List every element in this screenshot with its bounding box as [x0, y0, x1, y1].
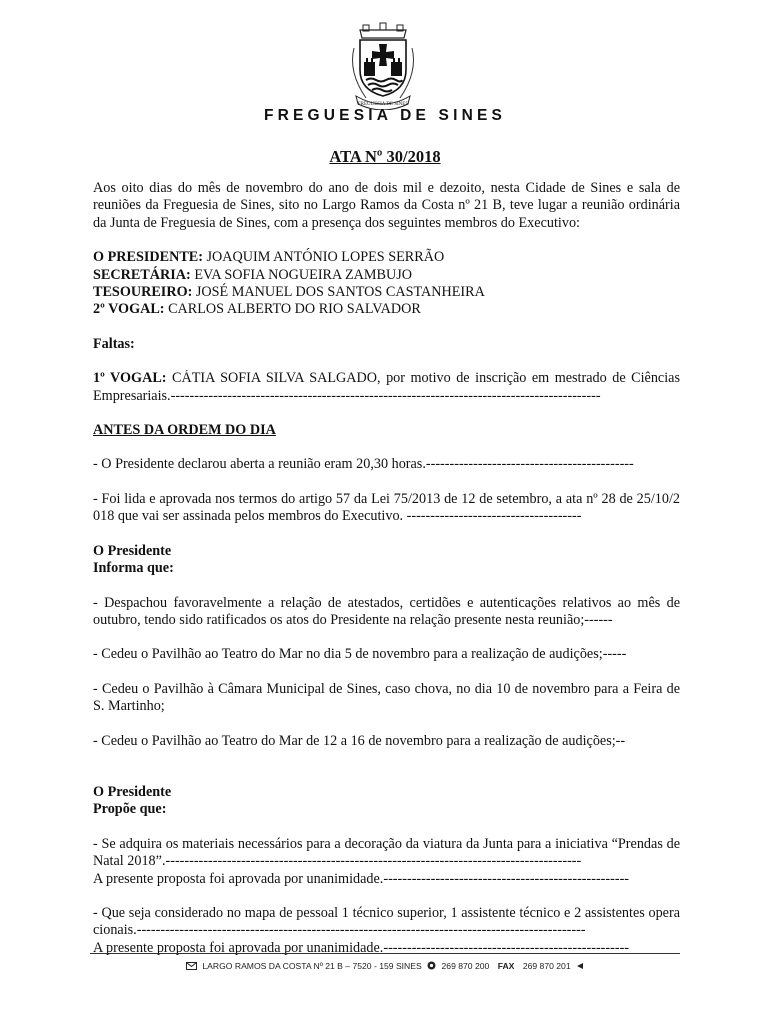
informs-heading-president: O Presidente [93, 542, 172, 559]
crest-caption: FREGUESIA DE SINES [357, 102, 409, 107]
before-agenda-heading: ANTES DA ORDEM DO DIA [93, 422, 276, 439]
footer-phone: 269 870 200 [441, 960, 490, 971]
informs-item: - Cedeu o Pavilhão à Câmara Municipal de Sines, caso chova, no dia 10 de novembro para a Feira de S. Martinho; [93, 680, 680, 715]
arrow-icon [576, 962, 584, 970]
member-secretary: SECRETÁRIA: EVA SOFIA NOGUEIRA ZAMBUJO [93, 266, 413, 283]
absences-heading: Faltas: [93, 335, 135, 352]
informs-heading: Informa que: [93, 560, 174, 577]
absence-entry: 1º VOGAL: CÁTIA SOFIA SILVA SALGADO, por motivo de inscrição em mestrado de Ciências Empresariais.------------------------------------------------------------------------------------------- [93, 370, 680, 404]
member-treasurer: TESOUREIRO: JOSÉ MANUEL DOS SANTOS CASTANHEIRA [93, 284, 485, 301]
document-title: ATA Nº 30/2018 [329, 147, 441, 166]
intro-paragraph: Aos oito dias do mês de novembro do ano de dois mil e dezoito, nesta Cidade de Sines e sala de reuniões da Freguesia de Sines, sito no Largo Ramos da Costa nº 21 B, teve lugar a reunião ordinária da Junta de Freguesia de Sines, com a presença dos seguintes membros do Executivo: [93, 180, 680, 231]
before-agenda-item: - Foi lida e aprovada nos termos do artigo 57 da Lei 75/2013 de 12 de setembro, a ata nº 28 de 25/10/2018 que vai ser assinada pelos membros do Executivo. ------------------------------------- [93, 490, 680, 525]
envelope-icon [186, 962, 197, 970]
footer-address: LARGO RAMOS DA COSTA Nº 21 B – 7520 - 159 SINES [202, 960, 422, 971]
document-body [93, 180, 680, 957]
proposes-heading-president: O Presidente [93, 783, 172, 800]
phone-icon [427, 961, 436, 970]
parish-crest-logo [338, 22, 428, 110]
proposal-result: A presente proposta foi aprovada por unanimidade.---------------------------------------------------- [93, 870, 630, 887]
informs-item: - Cedeu o Pavilhão ao Teatro do Mar de 12 a 16 de novembro para a realização de audições;-- [93, 732, 626, 749]
organization-name: FREGUESIA DE SINES [263, 107, 507, 124]
proposal-item: - Que seja considerado no mapa de pessoal 1 técnico superior, 1 assistente técnico e 2 assistentes operacionais.----------------------------------------------------------------------------------------------- [93, 904, 680, 939]
proposal-item: - Se adquira os materiais necessários para a decoração da viatura da Junta para a iniciativa “Prendas de Natal 2018”.---------------------------------------------------------------------------------------- [93, 835, 680, 870]
member-second-vogal: 2º VOGAL: CARLOS ALBERTO DO RIO SALVADOR [93, 301, 421, 318]
before-agenda-item: - O Presidente declarou aberta a reunião eram 20,30 horas.-------------------------------------------- [93, 456, 634, 473]
proposes-heading: Propõe que: [93, 801, 167, 818]
member-president: O PRESIDENTE: JOAQUIM ANTÓNIO LOPES SERRÃO [93, 249, 445, 266]
footer-divider [90, 953, 680, 954]
page-footer [0, 960, 770, 971]
informs-item: - Cedeu o Pavilhão ao Teatro do Mar no dia 5 de novembro para a realização de audições;----- [93, 646, 627, 663]
members-list [93, 249, 680, 319]
informs-item: - Despachou favoravelmente a relação de atestados, certidões e autenticações relativos ao mês de outubro, tendo sido ratificados os atos do Presidente na relação presente nesta reunião;------ [93, 594, 680, 628]
proposal-result: A presente proposta foi aprovada por unanimidade.---------------------------------------------------- [93, 939, 630, 956]
footer-fax: 269 870 201 [522, 960, 571, 971]
footer-fax-label: FAX [497, 960, 515, 971]
